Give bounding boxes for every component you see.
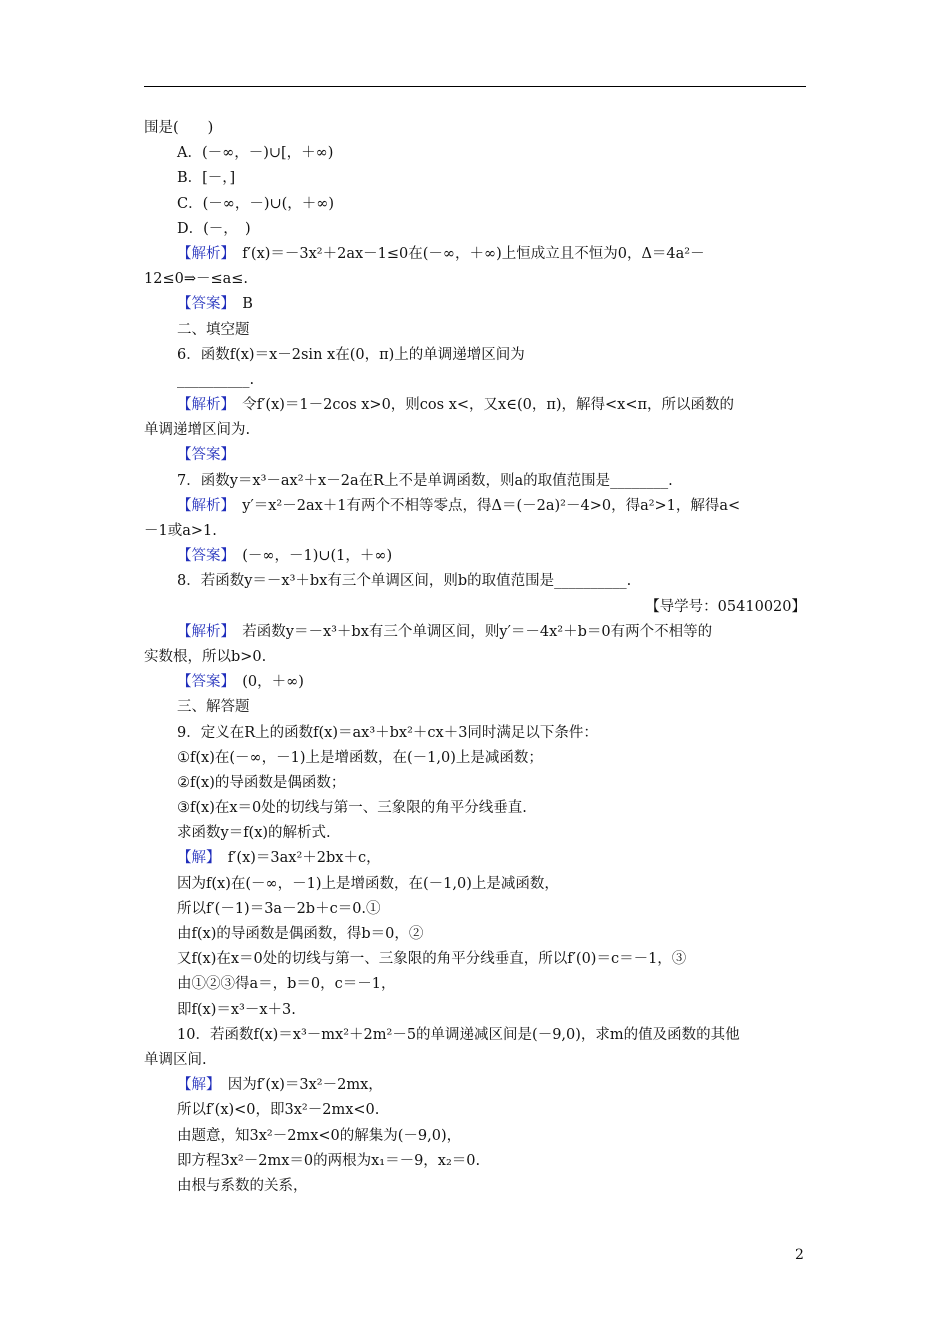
text-line <box>144 595 806 620</box>
text-segment: C．(－∞，－)∪(，＋∞) <box>177 195 335 212</box>
text-segment: ③f(x)在x＝0处的切线与第一、三象限的角平分线垂直. <box>177 800 527 817</box>
text-segment: A．(－∞，－)∪[，＋∞) <box>177 145 334 162</box>
header-rule <box>144 86 806 87</box>
text-line <box>144 1124 806 1149</box>
text-segment: ②f(x)的导函数是偶函数； <box>177 774 346 791</box>
text-line <box>144 418 806 443</box>
text-segment: 9．定义在R上的函数f(x)＝ax³＋bx²＋cx＋3同时满足以下条件： <box>177 724 598 741</box>
text-segment: y′＝x²－2ax＋1有两个不相等零点，得Δ＝(－2a)²－4>0，得a²>1，解得a< <box>227 497 741 514</box>
section-tag: 【答案】 <box>177 674 228 691</box>
text-line <box>144 1174 806 1199</box>
text-line <box>144 872 806 897</box>
section-tag: 【答案】 <box>177 296 228 313</box>
text-line <box>144 116 806 141</box>
text-line <box>144 947 806 972</box>
text-line <box>144 318 806 343</box>
text-line <box>144 1149 806 1174</box>
text-segment: 8．若函数y＝－x³＋bx有三个单调区间，则b的取值范围是__________. <box>177 573 632 590</box>
text-segment: 二、填空题 <box>177 321 250 338</box>
text-segment: －1或a>1. <box>144 523 217 539</box>
section-tag: 【答案】 <box>177 548 228 565</box>
text-segment: 令f′(x)＝1－2cos x>0，则cos x<，又x∈(0，π)，解得<x<π，所以函数的 <box>227 397 735 414</box>
text-segment: 又f(x)在x＝0处的切线与第一、三象限的角平分线垂直，所以f′(0)＝c＝－1，③ <box>177 951 687 968</box>
page-number: 2 <box>795 1247 804 1263</box>
text-segment: (0，＋∞) <box>227 674 304 691</box>
text-line <box>144 494 806 519</box>
text-line <box>144 569 806 594</box>
text-line <box>144 343 806 368</box>
section-tag: 【解析】 <box>177 245 228 262</box>
text-line <box>144 645 806 670</box>
text-segment: f′(x)＝－3x²＋2ax－1≤0在(－∞，＋∞)上恒成立且不恒为0，Δ＝4a²－ <box>227 245 705 262</box>
text-segment: D．(－， ) <box>177 220 251 237</box>
text-segment: 因为f(x)在(－∞，－1)上是增函数，在(－1,0)上是减函数， <box>177 875 559 892</box>
text-line <box>144 393 806 418</box>
text-segment: 10．若函数f(x)＝x³－mx²＋2m²－5的单调递减区间是(－9,0)，求m的值及函数的其他 <box>177 1026 740 1043</box>
text-segment: 所以f′(－1)＝3a－2b＋c＝0.① <box>177 900 381 917</box>
text-line <box>144 443 806 468</box>
text-line <box>144 846 806 871</box>
text-line <box>144 1023 806 1048</box>
text-segment: 三、解答题 <box>177 699 250 716</box>
text-segment: 若函数y＝－x³＋bx有三个单调区间，则y′＝－4x²＋b＝0有两个不相等的 <box>227 623 713 640</box>
document-body <box>144 116 806 1199</box>
text-line <box>144 1073 806 1098</box>
section-tag: 【解析】 <box>177 497 228 514</box>
text-line <box>144 746 806 771</box>
text-line <box>144 166 806 191</box>
text-line <box>144 670 806 695</box>
text-line <box>144 821 806 846</box>
text-line <box>144 292 806 317</box>
text-segment: 【导学号：05410020】 <box>645 598 806 615</box>
text-line <box>144 695 806 720</box>
text-segment: 12≤0⇒－≤a≤. <box>144 271 249 288</box>
text-segment: 由f(x)的导函数是偶函数，得b＝0，② <box>177 926 424 942</box>
text-line <box>144 771 806 796</box>
text-segment: 6．函数f(x)＝x－2sin x在(0，π)上的单调递增区间为 <box>177 346 525 363</box>
text-line <box>144 1048 806 1073</box>
text-line <box>144 469 806 494</box>
text-line <box>144 796 806 821</box>
text-line <box>144 922 806 947</box>
text-segment: 即f(x)＝x³－x＋3. <box>177 1001 296 1018</box>
text-segment: f′(x)＝3ax²＋2bx＋c， <box>213 850 381 867</box>
text-line <box>144 242 806 267</box>
text-segment: 单调区间. <box>144 1051 207 1068</box>
text-segment: 即方程3x²－2mx＝0的两根为x₁＝－9，x₂＝0. <box>177 1152 481 1169</box>
text-segment: ①f(x)在(－∞，－1)上是增函数，在(－1,0)上是减函数； <box>177 749 543 766</box>
text-line <box>144 267 806 292</box>
text-segment: __________. <box>177 371 255 388</box>
text-line <box>144 1098 806 1123</box>
text-segment: (－∞，－1)∪(1，＋∞) <box>227 548 393 565</box>
section-tag: 【解析】 <box>177 397 228 414</box>
text-line <box>144 368 806 393</box>
text-segment: 所以f′(x)<0，即3x²－2mx<0. <box>177 1102 380 1119</box>
text-line <box>144 897 806 922</box>
text-segment: 单调递增区间为. <box>144 422 251 439</box>
text-line <box>144 998 806 1023</box>
section-tag: 【答案】 <box>177 447 235 464</box>
text-segment: 因为f′(x)＝3x²－2mx， <box>213 1077 383 1094</box>
text-line <box>144 192 806 217</box>
text-line <box>144 972 806 997</box>
text-line <box>144 721 806 746</box>
text-segment: 求函数y＝f(x)的解析式. <box>177 825 331 842</box>
text-line <box>144 620 806 645</box>
text-segment: 7．函数y＝x³－ax²＋x－2a在R上不是单调函数，则a的取值范围是________. <box>177 472 673 489</box>
text-segment: 围是( ) <box>144 120 214 136</box>
section-tag: 【解析】 <box>177 623 228 640</box>
text-segment: B <box>227 296 253 313</box>
text-segment: 由①②③得a＝，b＝0，c＝－1， <box>177 976 396 993</box>
text-segment: 实数根，所以b>0. <box>144 648 267 665</box>
text-segment: B．[－，] <box>177 170 236 187</box>
text-line <box>144 544 806 569</box>
text-segment: 由根与系数的关系， <box>177 1177 308 1194</box>
text-segment: 由题意，知3x²－2mx<0的解集为(－9,0)， <box>177 1127 462 1144</box>
text-line <box>144 141 806 166</box>
text-line <box>144 217 806 242</box>
section-tag: 【解】 <box>177 850 214 867</box>
text-line <box>144 519 806 544</box>
section-tag: 【解】 <box>177 1077 214 1094</box>
